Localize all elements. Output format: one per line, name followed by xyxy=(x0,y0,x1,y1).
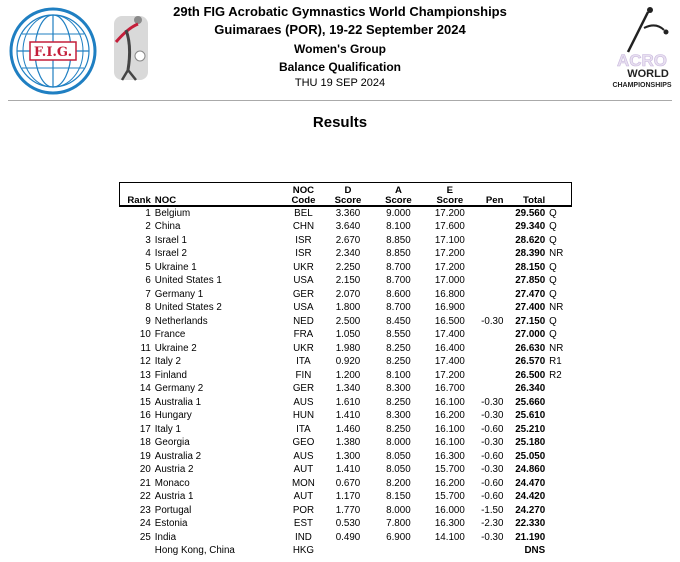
noc-code-cell: HUN xyxy=(292,410,315,421)
table-row xyxy=(119,517,572,531)
rank-cell: 10 xyxy=(139,329,151,340)
rank-cell: 5 xyxy=(145,261,151,273)
table-row xyxy=(119,220,572,234)
d-score-cell: 0.530 xyxy=(335,518,361,529)
noc-code-cell: NED xyxy=(293,315,314,327)
e-score-cell: 16.200 xyxy=(434,477,465,489)
penalty-cell xyxy=(476,206,504,220)
e-score-cell: 17.000 xyxy=(434,275,465,286)
noc-code-cell: AUS xyxy=(293,450,314,462)
a-score-cell: 8.850 xyxy=(386,248,411,259)
noc-code-cell: GER xyxy=(292,288,315,300)
noc-code-cell: USA xyxy=(293,302,314,313)
e-score-cell: 17.200 xyxy=(434,248,465,259)
d-score-cell: 0.490 xyxy=(335,531,361,543)
d-score-cell: 1.380 xyxy=(335,437,361,448)
col-pen: Pen xyxy=(476,182,504,206)
a-score-cell: 8.000 xyxy=(386,504,411,516)
d-score-cell: 2.250 xyxy=(335,261,361,273)
noc-code-cell: FRA xyxy=(293,329,314,340)
penalty-cell xyxy=(476,369,504,383)
noc-cell: Monaco xyxy=(154,477,190,489)
table-row xyxy=(119,328,572,342)
table-row xyxy=(119,315,572,329)
col-a-score: A Score xyxy=(373,182,424,206)
rank-cell: 12 xyxy=(139,356,151,367)
rank-cell: 16 xyxy=(139,410,151,421)
noc-cell: United States 2 xyxy=(154,302,222,313)
noc-code-cell: CHN xyxy=(292,221,315,232)
noc-cell: Hong Kong, China xyxy=(154,545,235,556)
a-score-cell: 8.250 xyxy=(386,396,411,408)
penalty-cell: -0.60 xyxy=(481,450,504,462)
total-cell: 26.570 xyxy=(515,356,546,367)
penalty-cell xyxy=(476,301,504,315)
total-cell: 27.850 xyxy=(515,275,546,286)
rank-cell: 2 xyxy=(145,221,151,232)
noc-cell: Australia 1 xyxy=(154,396,202,408)
total-cell: 24.470 xyxy=(515,477,546,489)
noc-cell: Hungary xyxy=(154,410,192,421)
d-score-cell: 1.340 xyxy=(335,383,361,394)
svg-text:F.I.G.: F.I.G. xyxy=(33,45,73,60)
penalty-cell: -0.60 xyxy=(481,423,504,435)
d-score-cell: 1.610 xyxy=(335,396,361,408)
d-score-cell: 2.500 xyxy=(335,315,361,327)
noc-code-cell: GER xyxy=(292,383,315,394)
total-cell: 26.630 xyxy=(515,342,546,354)
noc-code-cell: UKR xyxy=(293,261,314,273)
qualification-cell xyxy=(545,477,572,491)
penalty-cell xyxy=(476,220,504,234)
e-score-cell: 16.100 xyxy=(434,423,465,435)
a-score-cell: 8.700 xyxy=(386,302,411,313)
noc-code-cell: UKR xyxy=(293,342,314,354)
noc-code-cell: AUT xyxy=(293,491,314,502)
table-row xyxy=(119,409,572,423)
total-cell: 21.190 xyxy=(515,531,546,543)
e-score-cell: 16.500 xyxy=(434,315,465,327)
penalty-cell: -0.30 xyxy=(481,464,504,475)
noc-cell: Finland xyxy=(154,369,187,381)
d-score-cell: 1.300 xyxy=(335,450,361,462)
penalty-cell: -0.60 xyxy=(481,491,504,502)
noc-cell: Portugal xyxy=(154,504,192,516)
a-score-cell: 8.250 xyxy=(386,423,411,435)
a-score-cell: 8.700 xyxy=(386,261,411,273)
a-score-cell: 8.050 xyxy=(386,464,411,475)
qualification-cell: Q xyxy=(549,207,557,219)
total-cell: 25.050 xyxy=(515,450,546,462)
results-title: Results xyxy=(312,114,368,131)
noc-code-cell: ISR xyxy=(295,248,312,259)
noc-code-cell: USA xyxy=(293,275,314,286)
noc-cell: Belgium xyxy=(154,207,191,219)
e-score-cell: 17.200 xyxy=(434,261,465,273)
total-cell: 27.470 xyxy=(515,288,546,300)
rank-cell: 24 xyxy=(139,518,151,529)
e-score-cell: 14.100 xyxy=(434,531,465,543)
svg-text:WORLD: WORLD xyxy=(627,68,669,80)
rank-cell: 15 xyxy=(139,396,151,408)
qualification-cell xyxy=(545,423,572,437)
table-row xyxy=(119,247,572,261)
d-score-cell: 0.920 xyxy=(335,356,361,367)
penalty-cell: -0.30 xyxy=(481,531,504,543)
total-cell: 24.860 xyxy=(515,464,546,475)
d-score-cell: 1.800 xyxy=(335,302,361,313)
header-divider xyxy=(8,100,672,101)
table-row xyxy=(119,504,572,518)
rank-cell: 8 xyxy=(145,302,151,313)
total-cell: 27.000 xyxy=(515,329,546,340)
competition-date: THU 19 SEP 2024 xyxy=(294,77,386,89)
rank-cell: 6 xyxy=(145,275,151,286)
qualification-cell xyxy=(545,531,572,545)
rank-cell: 20 xyxy=(139,464,151,475)
penalty-cell xyxy=(476,382,504,396)
table-row xyxy=(119,301,572,315)
qualification-cell: Q xyxy=(549,315,557,327)
rank-cell: 18 xyxy=(139,437,151,448)
noc-code-cell: GEO xyxy=(292,437,315,448)
col-d-score: D Score xyxy=(323,182,372,206)
penalty-cell: -0.60 xyxy=(481,477,504,489)
acrobatic-gymnast-icon xyxy=(108,10,152,84)
noc-code-cell: ISR xyxy=(295,234,312,246)
penalty-cell xyxy=(476,355,504,369)
noc-cell: Ukraine 2 xyxy=(154,342,197,354)
penalty-cell: -0.30 xyxy=(481,315,504,327)
page-header xyxy=(0,0,680,100)
table-row xyxy=(119,477,572,491)
e-score-cell: 17.400 xyxy=(434,356,465,367)
table-row xyxy=(119,531,572,545)
rank-cell: 7 xyxy=(145,288,151,300)
e-score-cell: 16.300 xyxy=(434,518,465,529)
d-score-cell: 1.170 xyxy=(335,491,361,502)
total-cell: 24.420 xyxy=(515,491,546,502)
penalty-cell: -0.30 xyxy=(481,396,504,408)
col-noc: NOC xyxy=(155,182,284,206)
apparatus-phase-title: Balance Qualification xyxy=(278,60,402,74)
qualification-cell: Q xyxy=(549,261,557,273)
d-score-cell: 0.670 xyxy=(335,477,361,489)
noc-code-cell: BEL xyxy=(294,207,313,219)
noc-cell: Italy 1 xyxy=(154,423,181,435)
a-score-cell: 7.800 xyxy=(386,518,411,529)
noc-cell: Austria 1 xyxy=(154,491,194,502)
qualification-cell: NR xyxy=(549,342,564,354)
noc-code-cell: POR xyxy=(292,504,315,516)
penalty-cell xyxy=(476,274,504,288)
qualification-cell xyxy=(545,450,572,464)
e-score-cell: 16.200 xyxy=(434,410,465,421)
table-row xyxy=(119,423,572,437)
total-cell: 25.610 xyxy=(515,410,546,421)
noc-code-cell: AUT xyxy=(293,464,314,475)
rank-cell: 3 xyxy=(145,234,151,246)
e-score-cell: 15.700 xyxy=(434,464,465,475)
noc-code-cell: MON xyxy=(292,477,315,489)
table-row xyxy=(119,342,572,356)
qualification-cell xyxy=(545,517,572,531)
qualification-cell xyxy=(545,504,572,518)
noc-code-cell: EST xyxy=(293,518,313,529)
penalty-cell: -2.30 xyxy=(481,518,504,529)
table-row xyxy=(119,274,572,288)
event-title: 29th FIG Acrobatic Gymnastics World Championships xyxy=(173,4,507,19)
penalty-cell xyxy=(476,544,504,558)
total-cell: 25.210 xyxy=(515,423,546,435)
a-score-cell: 8.250 xyxy=(386,356,411,367)
noc-code-cell: HKG xyxy=(292,545,315,556)
e-score-cell: 16.800 xyxy=(434,288,465,300)
a-score-cell: 8.200 xyxy=(386,477,411,489)
rank-cell: 23 xyxy=(139,504,151,516)
penalty-cell: -1.50 xyxy=(481,504,504,516)
d-score-cell: 2.340 xyxy=(335,248,361,259)
noc-cell: Italy 2 xyxy=(154,356,181,367)
table-row xyxy=(119,288,572,302)
rank-cell: 17 xyxy=(139,423,151,435)
noc-code-cell: FIN xyxy=(295,369,312,381)
d-score-cell: 1.980 xyxy=(335,342,361,354)
total-cell: 22.330 xyxy=(515,518,546,529)
noc-cell: Germany 1 xyxy=(154,288,204,300)
d-score-cell: 1.410 xyxy=(335,410,361,421)
noc-cell: United States 1 xyxy=(154,275,222,286)
noc-cell: France xyxy=(154,329,186,340)
fig-globe-logo xyxy=(8,6,98,96)
svg-text:ACRO: ACRO xyxy=(616,51,668,70)
total-cell: 28.620 xyxy=(515,234,546,246)
noc-code-cell: IND xyxy=(295,531,312,543)
col-total: Total xyxy=(503,182,545,206)
qualification-cell xyxy=(545,409,572,423)
qualification-cell xyxy=(545,463,572,477)
d-score-cell xyxy=(323,544,372,558)
total-cell: DNS xyxy=(524,545,546,556)
table-row xyxy=(119,206,572,220)
qualification-cell xyxy=(545,490,572,504)
qualification-cell xyxy=(545,544,572,558)
qualification-cell: Q xyxy=(549,221,557,232)
e-score-cell: 16.700 xyxy=(434,383,465,394)
noc-cell: Netherlands xyxy=(154,315,208,327)
d-score-cell: 2.070 xyxy=(335,288,361,300)
a-score-cell xyxy=(373,544,424,558)
acro-world-championships-logo xyxy=(608,4,676,94)
a-score-cell: 8.300 xyxy=(386,410,411,421)
e-score-cell: 17.400 xyxy=(434,329,465,340)
rank-cell: 13 xyxy=(139,369,151,381)
penalty-cell xyxy=(476,328,504,342)
qualification-cell xyxy=(545,382,572,396)
table-row xyxy=(119,234,572,248)
table-row xyxy=(119,261,572,275)
penalty-cell xyxy=(476,288,504,302)
table-row xyxy=(119,396,572,410)
qualification-cell: Q xyxy=(549,288,557,300)
noc-cell: Australia 2 xyxy=(154,450,202,462)
rank-cell: 22 xyxy=(139,491,151,502)
total-cell: 28.150 xyxy=(515,261,546,273)
a-score-cell: 8.100 xyxy=(386,221,411,232)
e-score-cell: 16.900 xyxy=(434,302,465,313)
e-score-cell xyxy=(424,544,475,558)
table-row xyxy=(119,382,572,396)
a-score-cell: 8.700 xyxy=(386,275,411,286)
noc-cell: Georgia xyxy=(154,437,190,448)
total-cell: 27.150 xyxy=(515,315,546,327)
e-score-cell: 17.100 xyxy=(434,234,465,246)
table-row xyxy=(119,544,572,558)
penalty-cell: -0.30 xyxy=(481,410,504,421)
qualification-cell: Q xyxy=(549,234,557,246)
d-score-cell: 1.200 xyxy=(335,369,361,381)
noc-cell: Israel 1 xyxy=(154,234,187,246)
table-row xyxy=(119,436,572,450)
e-score-cell: 16.100 xyxy=(434,437,465,448)
qualification-cell: Q xyxy=(549,329,557,340)
qualification-cell: R2 xyxy=(549,369,562,381)
col-noc-code: NOC Code xyxy=(284,182,324,206)
total-cell: 29.340 xyxy=(515,221,546,232)
e-score-cell: 17.200 xyxy=(434,369,465,381)
d-score-cell: 3.360 xyxy=(335,207,361,219)
total-cell: 28.390 xyxy=(515,248,546,259)
e-score-cell: 16.100 xyxy=(434,396,465,408)
qualification-cell: Q xyxy=(549,275,557,286)
table-row xyxy=(119,369,572,383)
rank-cell xyxy=(119,544,155,558)
col-rank: Rank xyxy=(119,182,155,206)
e-score-cell: 17.600 xyxy=(434,221,465,232)
qualification-cell xyxy=(545,436,572,450)
penalty-cell xyxy=(476,261,504,275)
qualification-cell xyxy=(545,396,572,410)
e-score-cell: 16.400 xyxy=(434,342,465,354)
category-title: Women's Group xyxy=(294,42,386,56)
d-score-cell: 1.460 xyxy=(335,423,361,435)
d-score-cell: 1.770 xyxy=(335,504,361,516)
svg-text:CHAMPIONSHIPS: CHAMPIONSHIPS xyxy=(612,82,672,89)
e-score-cell: 16.000 xyxy=(434,504,465,516)
rank-cell: 4 xyxy=(145,248,151,259)
total-cell: 26.500 xyxy=(515,369,546,381)
e-score-cell: 17.200 xyxy=(434,207,465,219)
a-score-cell: 8.150 xyxy=(386,491,411,502)
a-score-cell: 8.100 xyxy=(386,369,411,381)
e-score-cell: 15.700 xyxy=(434,491,465,502)
d-score-cell: 1.410 xyxy=(335,464,361,475)
rank-cell: 1 xyxy=(145,207,151,219)
col-e-score: E Score xyxy=(424,182,475,206)
noc-cell: Ukraine 1 xyxy=(154,261,197,273)
noc-cell: Estonia xyxy=(154,518,188,529)
results-table xyxy=(119,182,572,558)
table-header-row xyxy=(119,182,572,206)
rank-cell: 11 xyxy=(140,342,151,354)
a-score-cell: 8.600 xyxy=(386,288,411,300)
rank-cell: 14 xyxy=(139,383,151,394)
noc-code-cell: ITA xyxy=(296,423,311,435)
qualification-cell: R1 xyxy=(549,356,562,367)
total-cell: 29.560 xyxy=(515,207,546,219)
a-score-cell: 8.250 xyxy=(386,342,411,354)
noc-cell: Germany 2 xyxy=(154,383,204,394)
a-score-cell: 8.450 xyxy=(386,315,411,327)
d-score-cell: 1.050 xyxy=(335,329,361,340)
total-cell: 26.340 xyxy=(515,383,546,394)
rank-cell: 25 xyxy=(139,531,151,543)
e-score-cell: 16.300 xyxy=(434,450,465,462)
penalty-cell xyxy=(476,342,504,356)
total-cell: 25.660 xyxy=(515,396,546,408)
qualification-cell: NR xyxy=(549,248,564,259)
table-row xyxy=(119,490,572,504)
a-score-cell: 9.000 xyxy=(386,207,411,219)
total-cell: 27.400 xyxy=(515,302,546,313)
d-score-cell: 3.640 xyxy=(335,221,361,232)
total-cell: 24.270 xyxy=(515,504,546,516)
d-score-cell: 2.670 xyxy=(335,234,361,246)
rank-cell: 9 xyxy=(145,315,151,327)
a-score-cell: 8.000 xyxy=(386,437,411,448)
noc-code-cell: AUS xyxy=(293,396,314,408)
col-qualification xyxy=(545,182,572,206)
a-score-cell: 8.050 xyxy=(386,450,411,462)
rank-cell: 19 xyxy=(139,450,151,462)
penalty-cell xyxy=(476,234,504,248)
d-score-cell: 2.150 xyxy=(335,275,361,286)
qualification-cell: NR xyxy=(549,302,564,313)
noc-cell: India xyxy=(154,531,177,543)
table-row xyxy=(119,450,572,464)
a-score-cell: 6.900 xyxy=(386,531,411,543)
a-score-cell: 8.550 xyxy=(386,329,411,340)
event-location-dates: Guimaraes (POR), 19-22 September 2024 xyxy=(214,22,466,37)
noc-cell: Austria 2 xyxy=(154,464,194,475)
rank-cell: 21 xyxy=(139,477,151,489)
a-score-cell: 8.300 xyxy=(386,383,411,394)
penalty-cell: -0.30 xyxy=(481,437,504,448)
noc-cell: Israel 2 xyxy=(154,248,187,259)
penalty-cell xyxy=(476,247,504,261)
total-cell: 25.180 xyxy=(515,437,546,448)
table-row xyxy=(119,355,572,369)
noc-code-cell: ITA xyxy=(296,356,311,367)
noc-cell: China xyxy=(154,221,181,232)
table-row xyxy=(119,463,572,477)
a-score-cell: 8.850 xyxy=(386,234,411,246)
